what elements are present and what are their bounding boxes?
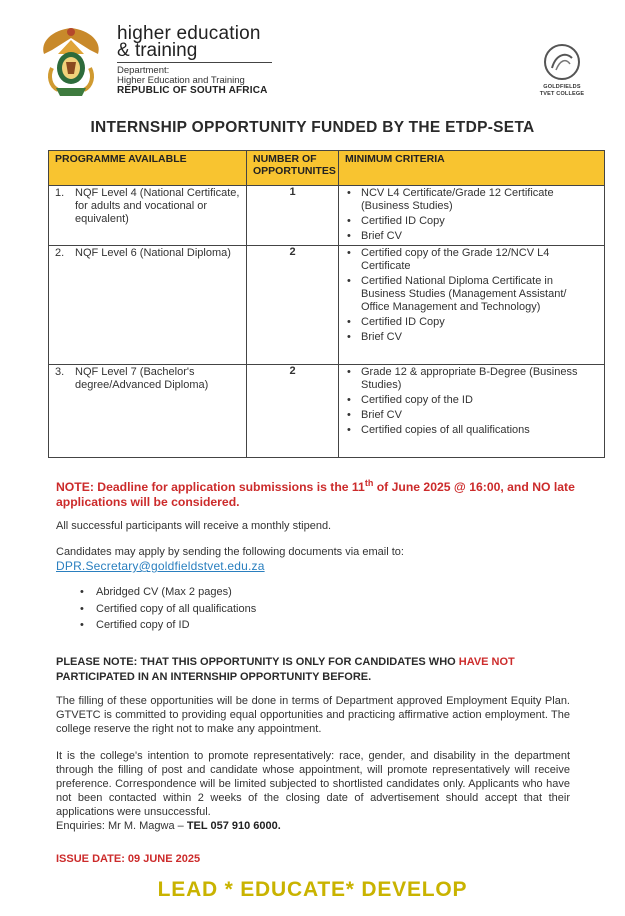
- programme-cell: [49, 365, 247, 458]
- row-number: 3.: [55, 366, 65, 378]
- criteria-item: • Certified ID Copy: [361, 316, 598, 329]
- programme-name: NQF Level 6 (National Diploma): [75, 247, 231, 259]
- table-row: [49, 186, 605, 246]
- opportunities-count: 1: [247, 186, 339, 246]
- criteria-item: • Brief CV: [361, 331, 598, 344]
- deadline-ordinal: th: [364, 477, 374, 488]
- enquiries-label: Enquiries: Mr M. Magwa –: [56, 820, 187, 832]
- programme-name: NQF Level 7 (Bachelor's degree/Advanced Diploma): [75, 366, 209, 391]
- deadline-note: [56, 477, 596, 510]
- criteria-item: • Certified ID Copy: [361, 215, 598, 228]
- eligibility-note-rest: PARTICIPATED IN AN INTERNSHIP OPPORTUNITY BEFORE.: [56, 671, 372, 683]
- college-name-line2: TVET COLLEGE: [539, 91, 585, 97]
- stipend-text: All successful participants will receive a monthly stipend.: [56, 520, 332, 532]
- country-name: REPUBLIC OF SOUTH AFRICA: [117, 85, 268, 96]
- table-header-row: [49, 151, 605, 186]
- criteria-item: • Certified National Diploma Certificate in Business Studies (Management Assistant/ Office Management and Technology): [361, 275, 598, 314]
- required-documents-list: [80, 585, 256, 635]
- issue-date: ISSUE DATE: 09 JUNE 2025: [56, 853, 201, 865]
- list-item: • Certified copy of all qualifications: [96, 602, 256, 616]
- apply-instructions: Candidates may apply by sending the following documents via email to:: [56, 546, 404, 558]
- opportunities-count: 2: [247, 246, 339, 365]
- criteria-item: • Certified copy of the Grade 12/NCV L4 Certificate: [361, 247, 598, 273]
- column-header-opportunities: NUMBER OF OPPORTUNITES: [247, 151, 339, 186]
- row-number: 1.: [55, 187, 65, 199]
- criteria-cell: [339, 186, 605, 246]
- deadline-note-text: NOTE: Deadline for application submissions is the 11: [56, 480, 365, 494]
- department-name: Higher Education and Training: [117, 75, 245, 86]
- list-item: • Certified copy of ID: [96, 618, 256, 632]
- table-row: [49, 246, 605, 365]
- list-item: • Abridged CV (Max 2 pages): [96, 585, 256, 599]
- criteria-cell: [339, 246, 605, 365]
- college-name-line1: GOLDFIELDS: [543, 84, 581, 90]
- slogan: LEAD * EDUCATE* DEVELOP: [157, 878, 468, 901]
- deadline-note-rest: of June 2025 @ 16:00, and NO late applications will be considered.: [56, 480, 575, 509]
- enquiries-phone: TEL 057 910 6000.: [186, 820, 281, 832]
- programme-cell: [49, 186, 247, 246]
- email-link[interactable]: DPR.Secretary@goldfieldstvet.edu.za: [56, 559, 265, 573]
- programme-cell: [49, 246, 247, 365]
- opportunities-count: 2: [247, 365, 339, 458]
- column-header-criteria: MINIMUM CRITERIA: [339, 151, 605, 186]
- criteria-item: • Certified copy of the ID: [361, 394, 598, 407]
- programme-name: NQF Level 4 (National Certificate, for adults and vocational or equivalent): [75, 187, 240, 225]
- programme-table: [48, 150, 605, 458]
- row-number: 2.: [55, 247, 65, 259]
- intention-paragraph: It is the college's intention to promote representatively: race, gender, and disability in the department through the filling of post and candidate whose appointment, will promote representatively will receive preference. Correspondence will be limited subjected to shortlisted candidates only. Applicants who have not been contacted within 2 weeks of the closing date of advertisement should accept that their applications were unsuccessful.: [56, 750, 570, 818]
- brand-name-line2: & training: [117, 40, 198, 61]
- table-row: [49, 365, 605, 458]
- eligibility-note: [56, 655, 576, 685]
- enquiries-line: [56, 820, 281, 832]
- equity-paragraph: The filling of these opportunities will be done in terms of Department approved Employment Equity Plan. GTVETC is committed to providing equal opportunities and practicing affirmative action employment. The college reserve the right not to make any appointment.: [56, 695, 570, 735]
- criteria-item: • Grade 12 & appropriate B-Degree (Business Studies): [361, 366, 598, 392]
- department-label: Department:: [117, 65, 170, 76]
- eligibility-note-text: PLEASE NOTE: THAT THIS OPPORTUNITY IS ONLY FOR CANDIDATES WHO: [56, 656, 459, 668]
- coat-of-arms-icon: [38, 24, 104, 100]
- brand-name-line1: higher education: [117, 23, 261, 44]
- criteria-item: • Certified copies of all qualifications: [361, 424, 598, 437]
- eligibility-highlight: HAVE NOT: [458, 656, 515, 668]
- criteria-item: • Brief CV: [361, 230, 598, 243]
- criteria-cell: [339, 365, 605, 458]
- brand-divider: [117, 62, 272, 63]
- column-header-programme: PROGRAMME AVAILABLE: [49, 151, 247, 186]
- page-title: INTERNSHIP OPPORTUNITY FUNDED BY THE ETDP-SETA: [90, 119, 535, 136]
- criteria-item: • Brief CV: [361, 409, 598, 422]
- criteria-item: • NCV L4 Certificate/Grade 12 Certificate (Business Studies): [361, 187, 598, 213]
